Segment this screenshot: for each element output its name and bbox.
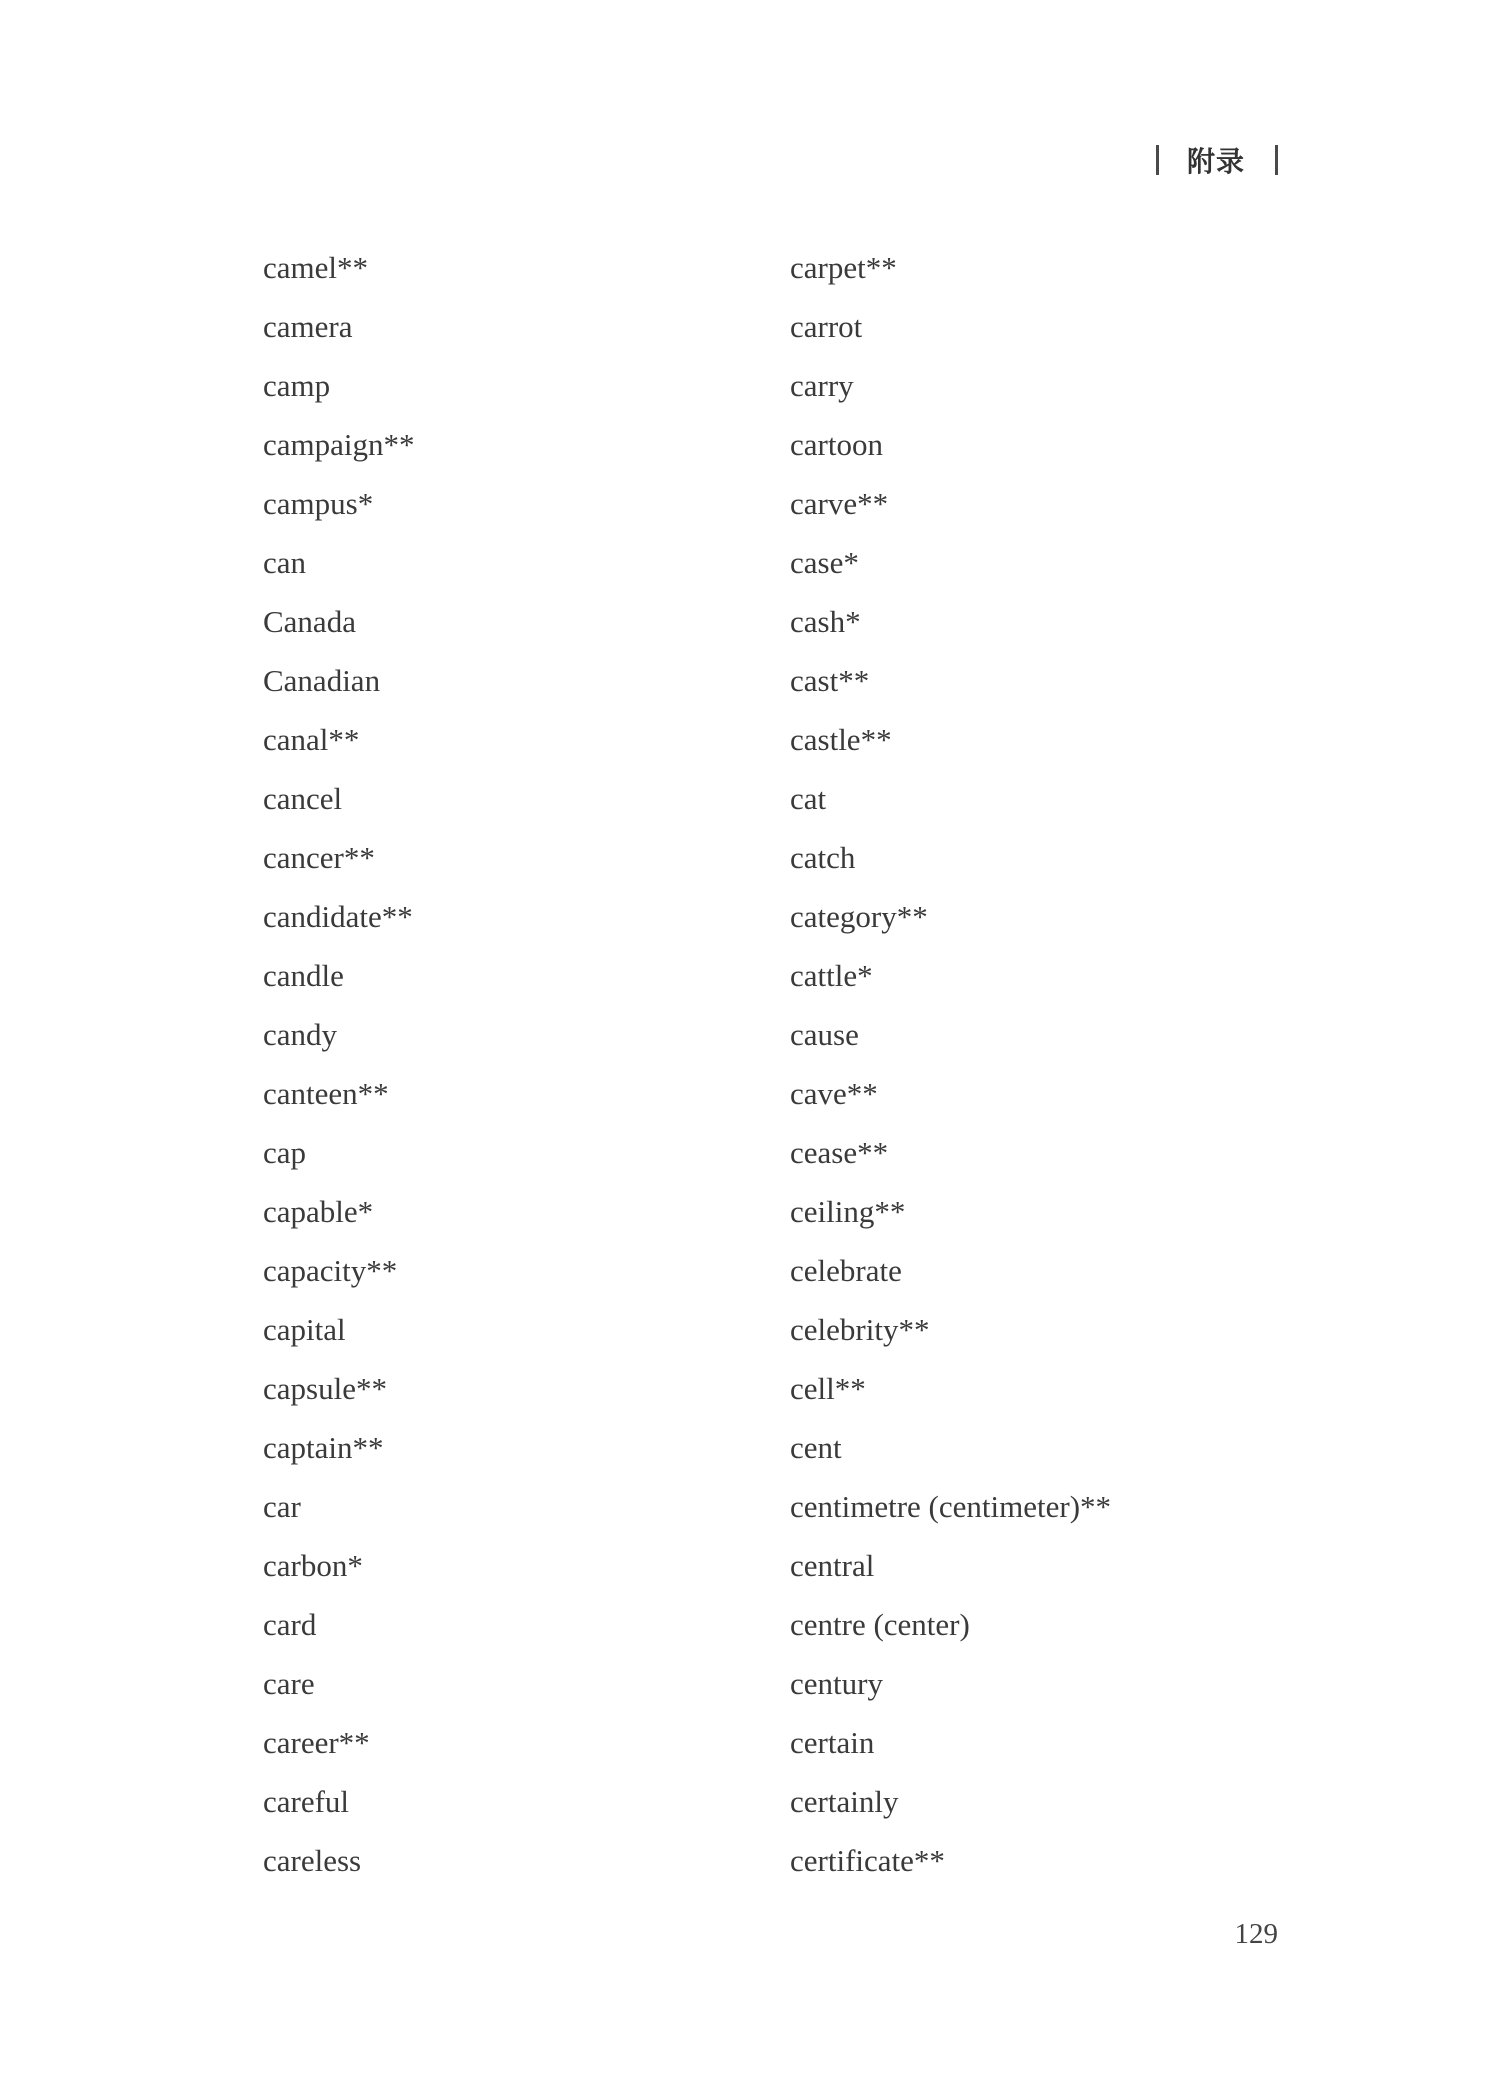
word-entry: cast** bbox=[790, 663, 870, 698]
word-entry: camera bbox=[263, 309, 353, 344]
word-entry: candidate** bbox=[263, 899, 413, 934]
word-entry: cent bbox=[790, 1430, 842, 1465]
word-entry: camel** bbox=[263, 250, 369, 285]
word-entry: certainly bbox=[790, 1784, 899, 1819]
word-entry: celebrate bbox=[790, 1253, 902, 1288]
word-entry: can bbox=[263, 545, 307, 580]
word-entry: cancer** bbox=[263, 840, 375, 875]
word-entry: carbon* bbox=[263, 1548, 363, 1583]
word-entry: centre (center) bbox=[790, 1607, 970, 1642]
word-entry: cattle* bbox=[790, 958, 873, 993]
word-entry: certificate** bbox=[790, 1843, 945, 1878]
word-entry: catch bbox=[790, 840, 856, 875]
word-entry: cave** bbox=[790, 1076, 878, 1111]
word-entry: certain bbox=[790, 1725, 875, 1760]
word-entry: category** bbox=[790, 899, 928, 934]
word-entry: centimetre (centimeter)** bbox=[790, 1489, 1112, 1524]
word-list-right-column bbox=[790, 238, 1111, 1890]
word-entry: cartoon bbox=[790, 427, 883, 462]
header-divider-left bbox=[1156, 145, 1159, 175]
word-entry: cash* bbox=[790, 604, 861, 639]
word-entry: cat bbox=[790, 781, 827, 816]
word-entry: capacity** bbox=[263, 1253, 398, 1288]
word-entry: card bbox=[263, 1607, 317, 1642]
word-entry: case* bbox=[790, 545, 859, 580]
word-entry: Canadian bbox=[263, 663, 381, 698]
word-entry: capsule** bbox=[263, 1371, 387, 1406]
word-entry: captain** bbox=[263, 1430, 384, 1465]
page-number: 129 bbox=[1234, 1918, 1278, 1950]
word-entry: career** bbox=[263, 1725, 370, 1760]
word-entry: capable* bbox=[263, 1194, 374, 1229]
word-entry: cancel bbox=[263, 781, 343, 816]
word-entry: capital bbox=[263, 1312, 346, 1347]
word-entry: campus* bbox=[263, 486, 374, 521]
word-entry: Canada bbox=[263, 604, 356, 639]
word-list-left-column bbox=[263, 238, 415, 1890]
word-entry: care bbox=[263, 1666, 315, 1701]
word-entry: canal** bbox=[263, 722, 360, 757]
word-entry: cell** bbox=[790, 1371, 866, 1406]
word-entry: central bbox=[790, 1548, 875, 1583]
word-entry: campaign** bbox=[263, 427, 415, 462]
word-entry: careful bbox=[263, 1784, 350, 1819]
word-entry: castle** bbox=[790, 722, 892, 757]
word-entry: careless bbox=[263, 1843, 362, 1878]
word-entry: carrot bbox=[790, 309, 863, 344]
header-title: 附录 bbox=[1186, 145, 1245, 178]
word-entry: candle bbox=[263, 958, 344, 993]
word-entry: century bbox=[790, 1666, 883, 1701]
word-entry: cease** bbox=[790, 1135, 889, 1170]
word-entry: carve** bbox=[790, 486, 889, 521]
word-entry: celebrity** bbox=[790, 1312, 930, 1347]
word-entry: carpet** bbox=[790, 250, 897, 285]
header-divider-right bbox=[1275, 145, 1278, 175]
word-entry: carry bbox=[790, 368, 854, 403]
running-header bbox=[1156, 140, 1278, 180]
word-entry: car bbox=[263, 1489, 301, 1524]
word-entry: ceiling** bbox=[790, 1194, 906, 1229]
word-entry: cap bbox=[263, 1135, 307, 1170]
word-entry: canteen** bbox=[263, 1076, 389, 1111]
word-entry: camp bbox=[263, 368, 331, 403]
word-entry: cause bbox=[790, 1017, 859, 1052]
word-entry: candy bbox=[263, 1017, 338, 1052]
